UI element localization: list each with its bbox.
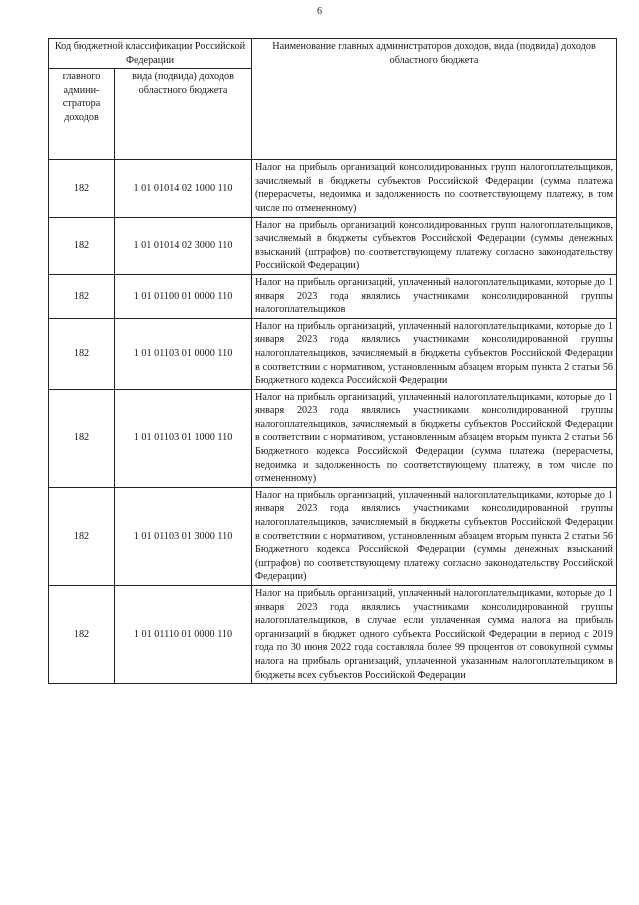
table-header-row	[49, 39, 617, 69]
income-code-cell: 1 01 01103 01 1000 110	[115, 389, 252, 487]
income-code-cell: 1 01 01100 01 0000 110	[115, 274, 252, 318]
admin-code-cell: 182	[49, 389, 115, 487]
income-name-cell: Налог на прибыль организаций консолидированных групп налогоплательщиков, зачисляемый в бюджеты субъектов Российской Федерации (суммы денежных взысканий (штрафов) по соответствующему платежу согласно законодательству Российской Федерации)	[252, 217, 617, 274]
header-admin-column: главного админи-стратора доходов	[49, 69, 115, 160]
page-number: 6	[317, 6, 322, 17]
table-row	[49, 487, 617, 585]
table-row	[49, 318, 617, 389]
budget-classification-table	[48, 38, 617, 684]
income-name-cell: Налог на прибыль организаций, уплаченный налогоплательщиками, которые до 1 января 2023 года являлись участниками консолидированной группы налогоплательщиков, зачисляемый в бюджеты субъектов Российской Федерации в соответствии с нормативом, установленным абзацем вторым пункта 2 статьи 56 Бюджетного кодекса Российской Федерации (суммы денежных взысканий (штрафов) по соответствующему платежу согласно законодательству Российской Федерации)	[252, 487, 617, 585]
admin-code-cell: 182	[49, 586, 115, 684]
header-name-column: Наименование главных администраторов доходов, вида (подвида) доходов областного бюджета	[252, 39, 617, 160]
table-row	[49, 586, 617, 684]
table-row	[49, 389, 617, 487]
income-code-cell: 1 01 01103 01 3000 110	[115, 487, 252, 585]
income-name-cell: Налог на прибыль организаций, уплаченный налогоплательщиками, которые до 1 января 2023 года являлись участниками консолидированной группы налогоплательщиков, в случае если уплаченная сумма налога на прибыль организаций в бюджет одного субъекта Российской Федерации в период с 2019 года по 30 июня 2022 года составляла более 99 процентов от совокупной суммы налога на прибыль организаций, уплаченной указанным налогоплательщиком в бюджеты всех субъектов Российской Федерации	[252, 586, 617, 684]
admin-code-cell: 182	[49, 487, 115, 585]
income-code-cell: 1 01 01110 01 0000 110	[115, 586, 252, 684]
income-code-cell: 1 01 01014 02 3000 110	[115, 217, 252, 274]
table-row	[49, 160, 617, 217]
income-code-cell: 1 01 01014 02 1000 110	[115, 160, 252, 217]
admin-code-cell: 182	[49, 274, 115, 318]
table-row	[49, 217, 617, 274]
income-name-cell: Налог на прибыль организаций, уплаченный налогоплательщиками, которые до 1 января 2023 года являлись участниками консолидированной группы налогоплательщиков	[252, 274, 617, 318]
header-type-column: вида (подвида) доходов областного бюджета	[115, 69, 252, 160]
header-code-group: Код бюджетной классификации Российской Федерации	[49, 39, 252, 69]
income-code-cell: 1 01 01103 01 0000 110	[115, 318, 252, 389]
admin-code-cell: 182	[49, 318, 115, 389]
income-name-cell: Налог на прибыль организаций консолидированных групп налогоплательщиков, зачисляемый в бюджеты субъектов Российской Федерации (сумма платежа (перерасчеты, недоимка и задолженность по соответствующему платежу, в том числе по отмененному)	[252, 160, 617, 217]
table-row	[49, 274, 617, 318]
admin-code-cell: 182	[49, 217, 115, 274]
income-name-cell: Налог на прибыль организаций, уплаченный налогоплательщиками, которые до 1 января 2023 года являлись участниками консолидированной группы налогоплательщиков, зачисляемый в бюджеты субъектов Российской Федерации в соответствии с нормативом, установленным абзацем вторым пункта 2 статьи 56 Бюджетного кодекса Российской Федерации (сумма платежа (перерасчеты, недоимка и задолженность по соответствующему платежу, в том числе по отмененному)	[252, 389, 617, 487]
admin-code-cell: 182	[49, 160, 115, 217]
income-name-cell: Налог на прибыль организаций, уплаченный налогоплательщиками, которые до 1 января 2023 года являлись участниками консолидированной группы налогоплательщиков, зачисляемый в бюджеты субъектов Российской Федерации в соответствии с нормативом, установленным абзацем вторым пункта 2 статьи 56 Бюджетного кодекса Российской Федерации	[252, 318, 617, 389]
